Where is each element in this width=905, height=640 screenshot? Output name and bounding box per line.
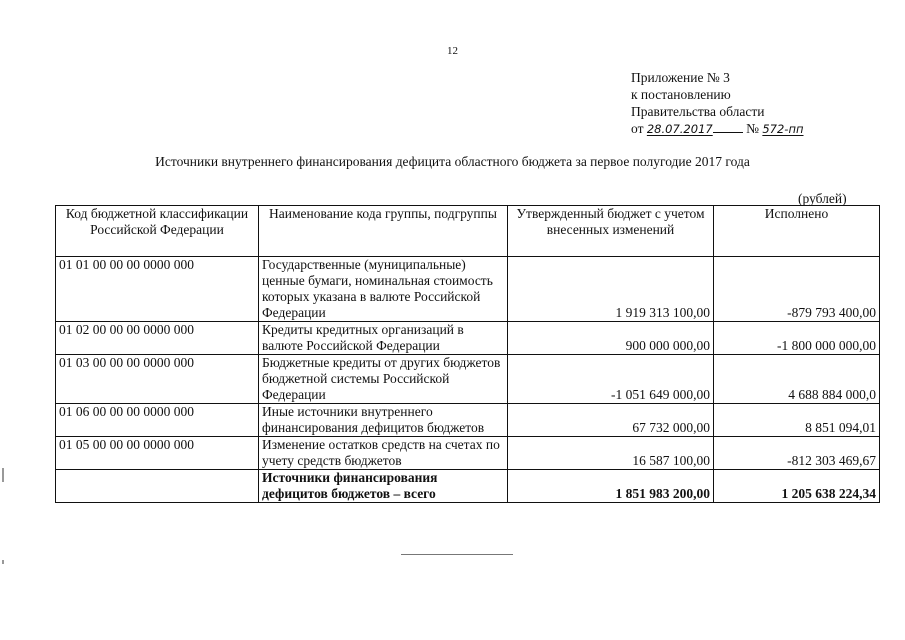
units-label: (рублей) [798, 191, 847, 206]
row-name: Изменение остатков средств на счетах по учету средств бюджетов [259, 437, 508, 470]
row-code: 01 02 00 00 00 0000 000 [56, 322, 259, 355]
appendix-block [631, 69, 804, 138]
table-row [56, 257, 880, 322]
total-row [56, 470, 880, 503]
header-code: Код бюджетной классификации Российской Федерации [56, 206, 259, 257]
row-approved: 1 919 313 100,00 [508, 257, 714, 322]
total-code [56, 470, 259, 503]
total-name: Источники финансирования дефицитов бюджетов – всего [259, 470, 508, 503]
row-approved: 67 732 000,00 [508, 404, 714, 437]
row-code: 01 05 00 00 00 0000 000 [56, 437, 259, 470]
margin-mark [2, 468, 4, 482]
appendix-line-1: Приложение № 3 [631, 70, 730, 85]
date-underline [713, 120, 743, 133]
header-executed: Исполнено [714, 206, 880, 257]
row-approved: 16 587 100,00 [508, 437, 714, 470]
row-executed: 8 851 094,01 [714, 404, 880, 437]
table-row [56, 322, 880, 355]
row-executed: 4 688 884 000,0 [714, 355, 880, 404]
table-row [56, 355, 880, 404]
appendix-date-line [631, 120, 804, 138]
table-row [56, 404, 880, 437]
header-approved: Утвержденный бюджет с учетом внесенных изменений [508, 206, 714, 257]
row-code: 01 03 00 00 00 0000 000 [56, 355, 259, 404]
number-prefix: № [746, 121, 759, 136]
total-executed: 1 205 638 224,34 [714, 470, 880, 503]
table-row [56, 437, 880, 470]
footer-divider [401, 554, 513, 555]
row-name: Иные источники внутреннего финансирования дефицитов бюджетов [259, 404, 508, 437]
appendix-line-3: Правительства области [631, 104, 765, 119]
appendix-line-2: к постановлению [631, 87, 731, 102]
margin-mark [2, 560, 4, 564]
row-name: Государственные (муниципальные) ценные бумаги, номинальная стоимость которых указана в валюте Российской Федерации [259, 257, 508, 322]
row-executed: -1 800 000 000,00 [714, 322, 880, 355]
row-executed: -879 793 400,00 [714, 257, 880, 322]
financing-table [55, 205, 880, 503]
page-number: 12 [447, 45, 458, 57]
row-code: 01 01 00 00 00 0000 000 [56, 257, 259, 322]
row-name: Бюджетные кредиты от других бюджетов бюджетной системы Российской Федерации [259, 355, 508, 404]
date-prefix: от [631, 121, 644, 136]
handwritten-date: 28.07.2017 [646, 122, 713, 136]
total-approved: 1 851 983 200,00 [508, 470, 714, 503]
row-name: Кредиты кредитных организаций в валюте Российской Федерации [259, 322, 508, 355]
document-title: Источники внутреннего финансирования дефицита областного бюджета за первое полугодие 2017 года [155, 154, 750, 169]
handwritten-number: 572-пп [762, 122, 804, 136]
header-name: Наименование кода группы, подгруппы [259, 206, 508, 257]
row-code: 01 06 00 00 00 0000 000 [56, 404, 259, 437]
table-header-row [56, 206, 880, 257]
row-approved: -1 051 649 000,00 [508, 355, 714, 404]
row-executed: -812 303 469,67 [714, 437, 880, 470]
row-approved: 900 000 000,00 [508, 322, 714, 355]
